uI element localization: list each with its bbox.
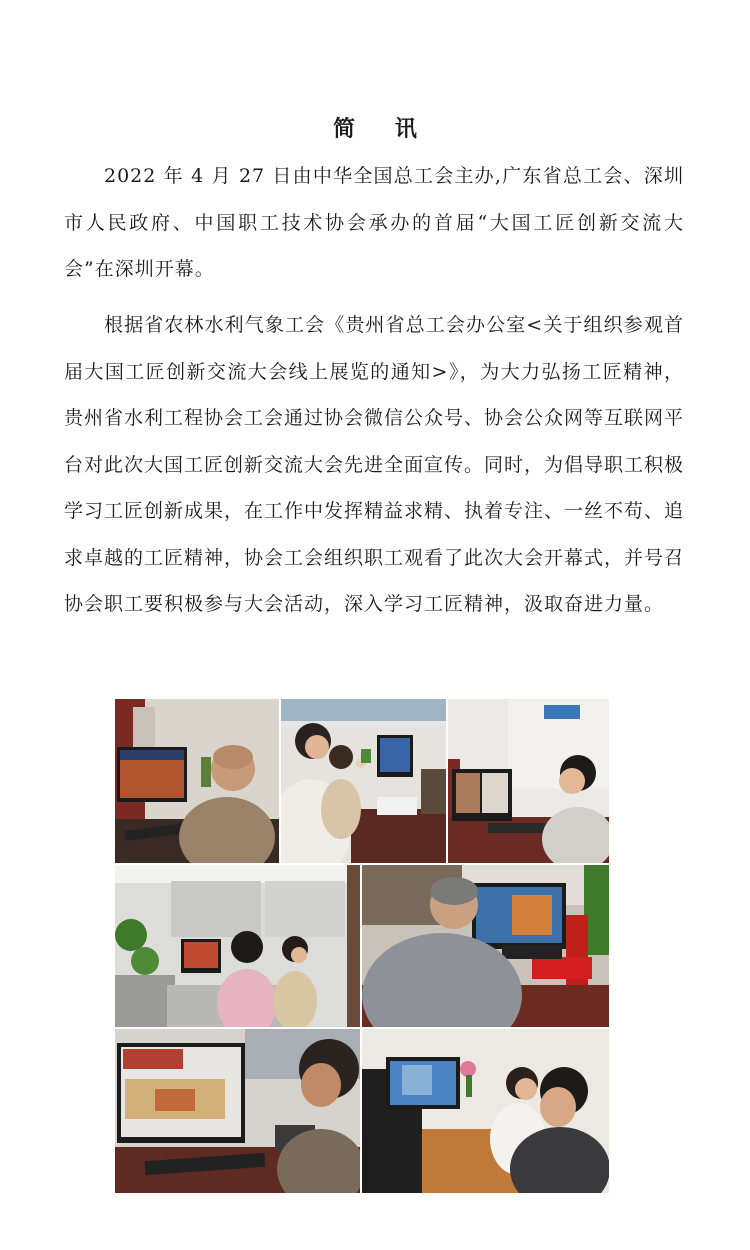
photo-women-at-desk xyxy=(281,699,446,863)
paragraph-1: 2022 年 4 月 27 日由中华全国总工会主办,广东省总工会、深圳市人民政府、中国职工技术协会承办的首届“大国工匠创新交流大会”在深圳开幕。 xyxy=(64,165,684,280)
photo-women-at-workstation xyxy=(115,865,360,1027)
photo-two-people-at-computer xyxy=(362,1029,609,1193)
photo-collage xyxy=(115,699,609,1193)
paragraph-2: 根据省农林水利气象工会《贵州省总工会办公室<关于组织参观首届大国工匠创新交流大会线上展览的通知>》，为大力弘扬工匠精神，贵州省水利工程协会工会通过协会微信公众号、协会公众网等互联网平台对此次大国工匠创新交流大会先进全面宣传。同时，为倡导职工积极学习工匠创新成果，在工作中发挥精益求精、执着专注、一丝不苟、追求卓越的工匠精神，协会工会组织职工观看了此次大会开幕式，并号召协会职工要积极参与大会活动，深入学习工匠精神，汲取奋进力量。 xyxy=(64,314,685,615)
photo-man-at-monitor xyxy=(115,699,279,863)
photo-man-viewing-screen xyxy=(115,1029,360,1193)
page-title: 简 讯 xyxy=(333,116,433,142)
photo-young-man-at-computer xyxy=(448,699,609,863)
photo-man-grey-jacket xyxy=(362,865,609,1027)
